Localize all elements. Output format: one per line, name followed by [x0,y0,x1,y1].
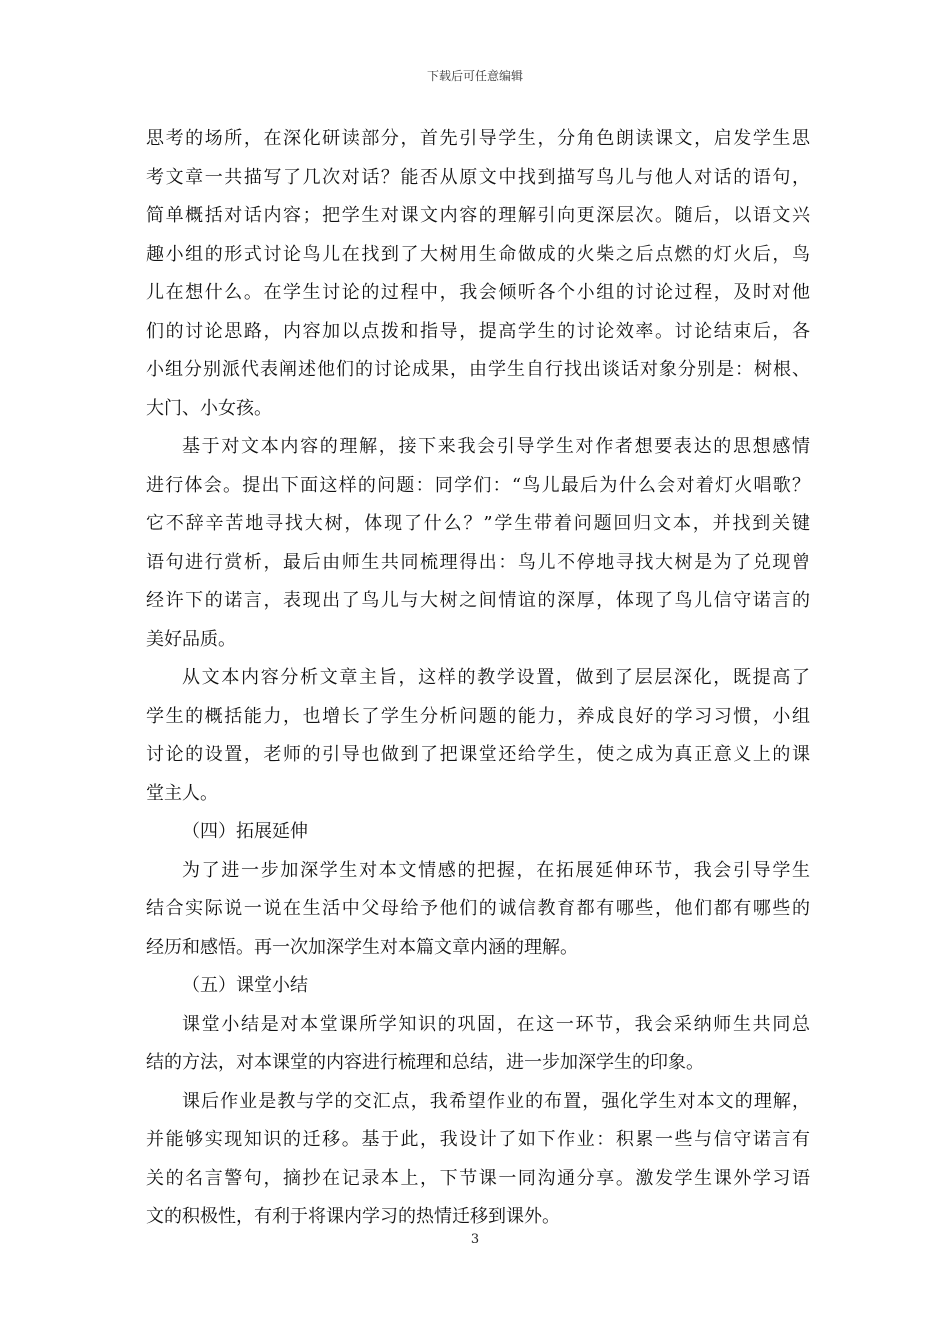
section-heading: （五）课堂小结 [182,975,308,996]
text-line: 小组分别派代表阐述他们的讨论成果，由学生自行找出谈话对象分别是：树根、 [146,359,810,380]
text-line: 趣小组的形式讨论鸟儿在找到了大树用生命做成的火柴之后点燃的灯火后，鸟 [146,243,810,265]
section-heading: （四）拓展延伸 [182,821,308,842]
text-line: 关的名言警句，摘抄在记录本上，下节课一同沟通分享。激发学生课外学习语 [146,1167,810,1189]
text-line: 们的讨论思路，内容加以点拨和指导，提高学生的讨论效率。讨论结束后，各 [146,320,810,342]
text-line: 并能够实现知识的迁移。基于此，我设计了如下作业：积累一些与信守诺言有 [146,1129,810,1150]
text-line: 课堂小结是对本堂课所学知识的巩固，在这一环节，我会采纳师生共同总 [182,1013,810,1035]
text-line: 它不辞辛苦地寻找大树，体现了什么？”学生带着问题回归文本，并找到关键 [146,513,810,534]
page-header: 下载后可任意编辑 [426,69,523,83]
text-line: 经历和感悟。再一次加深学生对本篇文章内涵的理解。 [146,936,578,958]
text-line: 课后作业是教与学的交汇点，我希望作业的布置，强化学生对本文的理解， [182,1090,810,1112]
text-line: 思考的场所，在深化研读部分，首先引导学生，分角色朗读课文，启发学生思 [146,128,810,149]
text-line: 儿在想什么。在学生讨论的过程中，我会倾听各个小组的讨论过程，及时对他 [146,282,810,303]
text-line: 美好品质。 [146,628,236,650]
text-line: 结的方法，对本课堂的内容进行梳理和总结，进一步加深学生的印象。 [146,1052,704,1073]
text-line: 从文本内容分析文章主旨，这样的教学设置，做到了层层深化，既提高了 [182,667,810,688]
text-line: 基于对文本内容的理解，接下来我会引导学生对作者想要表达的思想感情 [182,436,810,457]
text-line: 大门、小女孩。 [146,397,272,419]
text-line: 考文章一共描写了几次对话？能否从原文中找到描写鸟儿与他人对话的语句， [146,166,810,188]
text-line: 文的积极性，有利于将课内学习的热情迁移到课外。 [146,1206,560,1227]
text-line: 学生的概括能力，也增长了学生分析问题的能力，养成良好的学习习惯，小组 [146,705,810,727]
text-line: 结合实际说一说在生活中父母给予他们的诚信教育都有哪些，他们都有哪些的 [146,898,810,919]
text-line: 堂主人。 [146,782,218,804]
page-number: 3 [470,1232,480,1247]
text-line: 经许下的诺言，表现出了鸟儿与大树之间情谊的深厚，体现了鸟儿信守诺言的 [146,590,810,611]
text-line: 为了进一步加深学生对本文情感的把握，在拓展延伸环节，我会引导学生 [182,859,810,881]
text-line: 简单概括对话内容；把学生对课文内容的理解引向更深层次。随后，以语文兴 [146,205,810,226]
text-line: 进行体会。提出下面这样的问题：同学们：“鸟儿最后为什么会对着灯火唱歌？ [146,474,810,496]
document-body [146,120,810,1237]
text-line: 讨论的设置，老师的引导也做到了把课堂还给学生，使之成为真正意义上的课 [146,744,810,765]
text-line: 语句进行赏析，最后由师生共同梳理得出：鸟儿不停地寻找大树是为了兑现曾 [146,551,810,573]
